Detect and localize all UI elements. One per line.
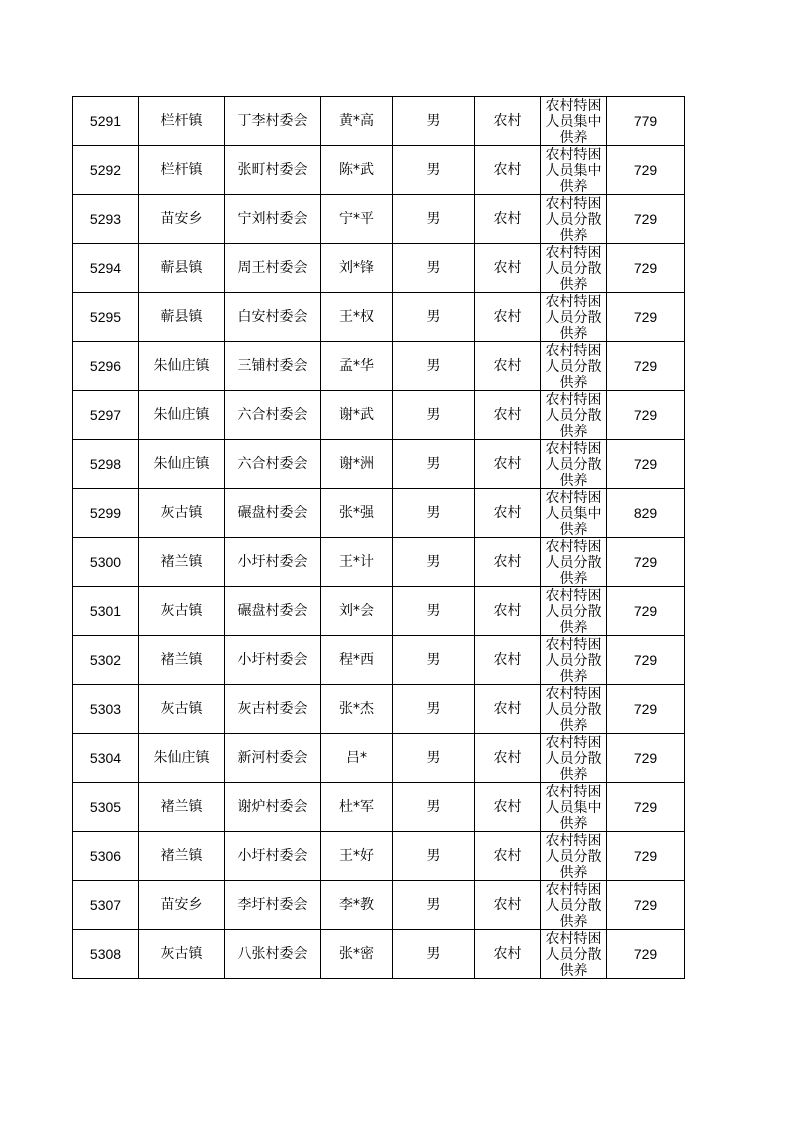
cell-serial-number: 5291 [73,97,139,146]
cell-area-type: 农村 [475,195,541,244]
cell-area-type: 农村 [475,636,541,685]
cell-gender: 男 [393,832,475,881]
cell-recipient-name: 陈*武 [321,146,393,195]
cell-town: 苗安乡 [139,195,225,244]
cell-town: 褚兰镇 [139,636,225,685]
cell-gender: 男 [393,930,475,979]
support-category-text: 农村特困人员分散供养 [545,735,602,781]
cell-village-committee: 碾盘村委会 [225,587,321,636]
cell-support-category [541,97,607,146]
cell-area-type: 农村 [475,244,541,293]
support-category-text: 农村特困人员分散供养 [545,392,602,438]
cell-village-committee: 新河村委会 [225,734,321,783]
cell-town: 灰古镇 [139,930,225,979]
cell-town: 苗安乡 [139,881,225,930]
cell-town: 朱仙庄镇 [139,391,225,440]
cell-amount: 729 [607,342,685,391]
table-row [73,587,685,636]
cell-amount: 729 [607,146,685,195]
support-category-text: 农村特困人员集中供养 [545,784,602,830]
cell-village-committee: 六合村委会 [225,391,321,440]
cell-village-committee: 谢炉村委会 [225,783,321,832]
cell-gender: 男 [393,489,475,538]
cell-amount: 729 [607,391,685,440]
cell-village-committee: 宁刘村委会 [225,195,321,244]
cell-amount: 729 [607,734,685,783]
cell-recipient-name: 吕* [321,734,393,783]
cell-village-committee: 小圩村委会 [225,832,321,881]
cell-area-type: 农村 [475,440,541,489]
cell-support-category [541,832,607,881]
cell-town: 褚兰镇 [139,538,225,587]
table-row [73,489,685,538]
cell-area-type: 农村 [475,832,541,881]
support-category-text: 农村特困人员分散供养 [545,931,602,977]
cell-support-category [541,293,607,342]
cell-town: 朱仙庄镇 [139,440,225,489]
support-category-text: 农村特困人员集中供养 [545,147,602,193]
cell-town: 蕲县镇 [139,293,225,342]
cell-gender: 男 [393,146,475,195]
cell-recipient-name: 李*教 [321,881,393,930]
cell-area-type: 农村 [475,146,541,195]
cell-serial-number: 5304 [73,734,139,783]
table-row [73,244,685,293]
cell-town: 褚兰镇 [139,832,225,881]
cell-amount: 729 [607,685,685,734]
support-category-text: 农村特困人员分散供养 [545,245,602,291]
cell-support-category [541,489,607,538]
cell-support-category [541,636,607,685]
cell-town: 朱仙庄镇 [139,734,225,783]
cell-village-committee: 八张村委会 [225,930,321,979]
cell-town: 灰古镇 [139,685,225,734]
cell-serial-number: 5306 [73,832,139,881]
cell-village-committee: 六合村委会 [225,440,321,489]
cell-village-committee: 碾盘村委会 [225,489,321,538]
support-category-text: 农村特困人员分散供养 [545,294,602,340]
cell-recipient-name: 张*密 [321,930,393,979]
cell-village-committee: 灰古村委会 [225,685,321,734]
cell-serial-number: 5296 [73,342,139,391]
cell-support-category [541,195,607,244]
cell-serial-number: 5293 [73,195,139,244]
cell-village-committee: 周王村委会 [225,244,321,293]
cell-amount: 729 [607,195,685,244]
cell-amount: 729 [607,783,685,832]
cell-gender: 男 [393,440,475,489]
cell-recipient-name: 孟*华 [321,342,393,391]
support-category-text: 农村特困人员集中供养 [545,98,602,144]
table-row [73,636,685,685]
cell-support-category [541,881,607,930]
cell-area-type: 农村 [475,293,541,342]
cell-area-type: 农村 [475,538,541,587]
cell-gender: 男 [393,342,475,391]
cell-gender: 男 [393,587,475,636]
cell-gender: 男 [393,244,475,293]
cell-support-category [541,538,607,587]
cell-amount: 729 [607,293,685,342]
support-category-text: 农村特困人员分散供养 [545,686,602,732]
cell-amount: 729 [607,636,685,685]
table-row [73,440,685,489]
support-category-text: 农村特困人员集中供养 [545,490,602,536]
cell-recipient-name: 王*权 [321,293,393,342]
cell-serial-number: 5302 [73,636,139,685]
table-row [73,391,685,440]
support-category-text: 农村特困人员分散供养 [545,539,602,585]
cell-amount: 779 [607,97,685,146]
cell-village-committee: 丁李村委会 [225,97,321,146]
cell-village-committee: 白安村委会 [225,293,321,342]
table-row [73,538,685,587]
relief-recipient-table [72,96,685,979]
cell-gender: 男 [393,97,475,146]
cell-serial-number: 5307 [73,881,139,930]
cell-support-category [541,587,607,636]
cell-recipient-name: 黄*高 [321,97,393,146]
cell-recipient-name: 张*杰 [321,685,393,734]
cell-amount: 729 [607,244,685,293]
cell-support-category [541,342,607,391]
table-row [73,146,685,195]
cell-amount: 729 [607,587,685,636]
support-category-text: 农村特困人员分散供养 [545,588,602,634]
support-category-text: 农村特困人员分散供养 [545,343,602,389]
cell-serial-number: 5294 [73,244,139,293]
cell-amount: 729 [607,832,685,881]
cell-recipient-name: 张*强 [321,489,393,538]
table-row [73,734,685,783]
cell-serial-number: 5299 [73,489,139,538]
cell-gender: 男 [393,636,475,685]
cell-village-committee: 小圩村委会 [225,538,321,587]
cell-gender: 男 [393,538,475,587]
cell-support-category [541,685,607,734]
cell-support-category [541,146,607,195]
cell-area-type: 农村 [475,489,541,538]
cell-area-type: 农村 [475,97,541,146]
cell-serial-number: 5300 [73,538,139,587]
support-category-text: 农村特困人员分散供养 [545,637,602,683]
cell-amount: 829 [607,489,685,538]
cell-town: 褚兰镇 [139,783,225,832]
cell-town: 灰古镇 [139,587,225,636]
cell-serial-number: 5303 [73,685,139,734]
support-category-text: 农村特困人员分散供养 [545,833,602,879]
cell-area-type: 农村 [475,391,541,440]
cell-town: 栏杆镇 [139,97,225,146]
table-row [73,293,685,342]
table-row [73,685,685,734]
table-row [73,930,685,979]
cell-recipient-name: 宁*平 [321,195,393,244]
cell-recipient-name: 王*计 [321,538,393,587]
cell-town: 灰古镇 [139,489,225,538]
cell-amount: 729 [607,930,685,979]
cell-amount: 729 [607,538,685,587]
cell-amount: 729 [607,440,685,489]
cell-village-committee: 三铺村委会 [225,342,321,391]
support-category-text: 农村特困人员分散供养 [545,441,602,487]
cell-area-type: 农村 [475,342,541,391]
cell-town: 朱仙庄镇 [139,342,225,391]
cell-gender: 男 [393,881,475,930]
cell-support-category [541,440,607,489]
cell-serial-number: 5305 [73,783,139,832]
cell-support-category [541,734,607,783]
cell-amount: 729 [607,881,685,930]
cell-support-category [541,244,607,293]
cell-serial-number: 5308 [73,930,139,979]
cell-recipient-name: 谢*洲 [321,440,393,489]
table-row [73,195,685,244]
cell-recipient-name: 王*好 [321,832,393,881]
cell-recipient-name: 刘*会 [321,587,393,636]
cell-area-type: 农村 [475,881,541,930]
cell-serial-number: 5301 [73,587,139,636]
cell-gender: 男 [393,391,475,440]
cell-recipient-name: 刘*锋 [321,244,393,293]
cell-village-committee: 李圩村委会 [225,881,321,930]
cell-serial-number: 5298 [73,440,139,489]
table-row [73,783,685,832]
cell-town: 蕲县镇 [139,244,225,293]
cell-serial-number: 5295 [73,293,139,342]
table-body [73,97,685,979]
support-category-text: 农村特困人员分散供养 [545,196,602,242]
cell-village-committee: 张町村委会 [225,146,321,195]
table-row [73,342,685,391]
cell-area-type: 农村 [475,685,541,734]
cell-recipient-name: 杜*军 [321,783,393,832]
cell-serial-number: 5297 [73,391,139,440]
cell-gender: 男 [393,734,475,783]
cell-area-type: 农村 [475,783,541,832]
cell-area-type: 农村 [475,587,541,636]
cell-support-category [541,930,607,979]
cell-village-committee: 小圩村委会 [225,636,321,685]
cell-support-category [541,391,607,440]
table-row [73,832,685,881]
table-row [73,97,685,146]
cell-support-category [541,783,607,832]
support-category-text: 农村特困人员分散供养 [545,882,602,928]
cell-gender: 男 [393,783,475,832]
cell-recipient-name: 谢*武 [321,391,393,440]
table-row [73,881,685,930]
cell-area-type: 农村 [475,930,541,979]
cell-area-type: 农村 [475,734,541,783]
cell-gender: 男 [393,293,475,342]
cell-serial-number: 5292 [73,146,139,195]
cell-gender: 男 [393,195,475,244]
cell-gender: 男 [393,685,475,734]
cell-recipient-name: 程*西 [321,636,393,685]
cell-town: 栏杆镇 [139,146,225,195]
